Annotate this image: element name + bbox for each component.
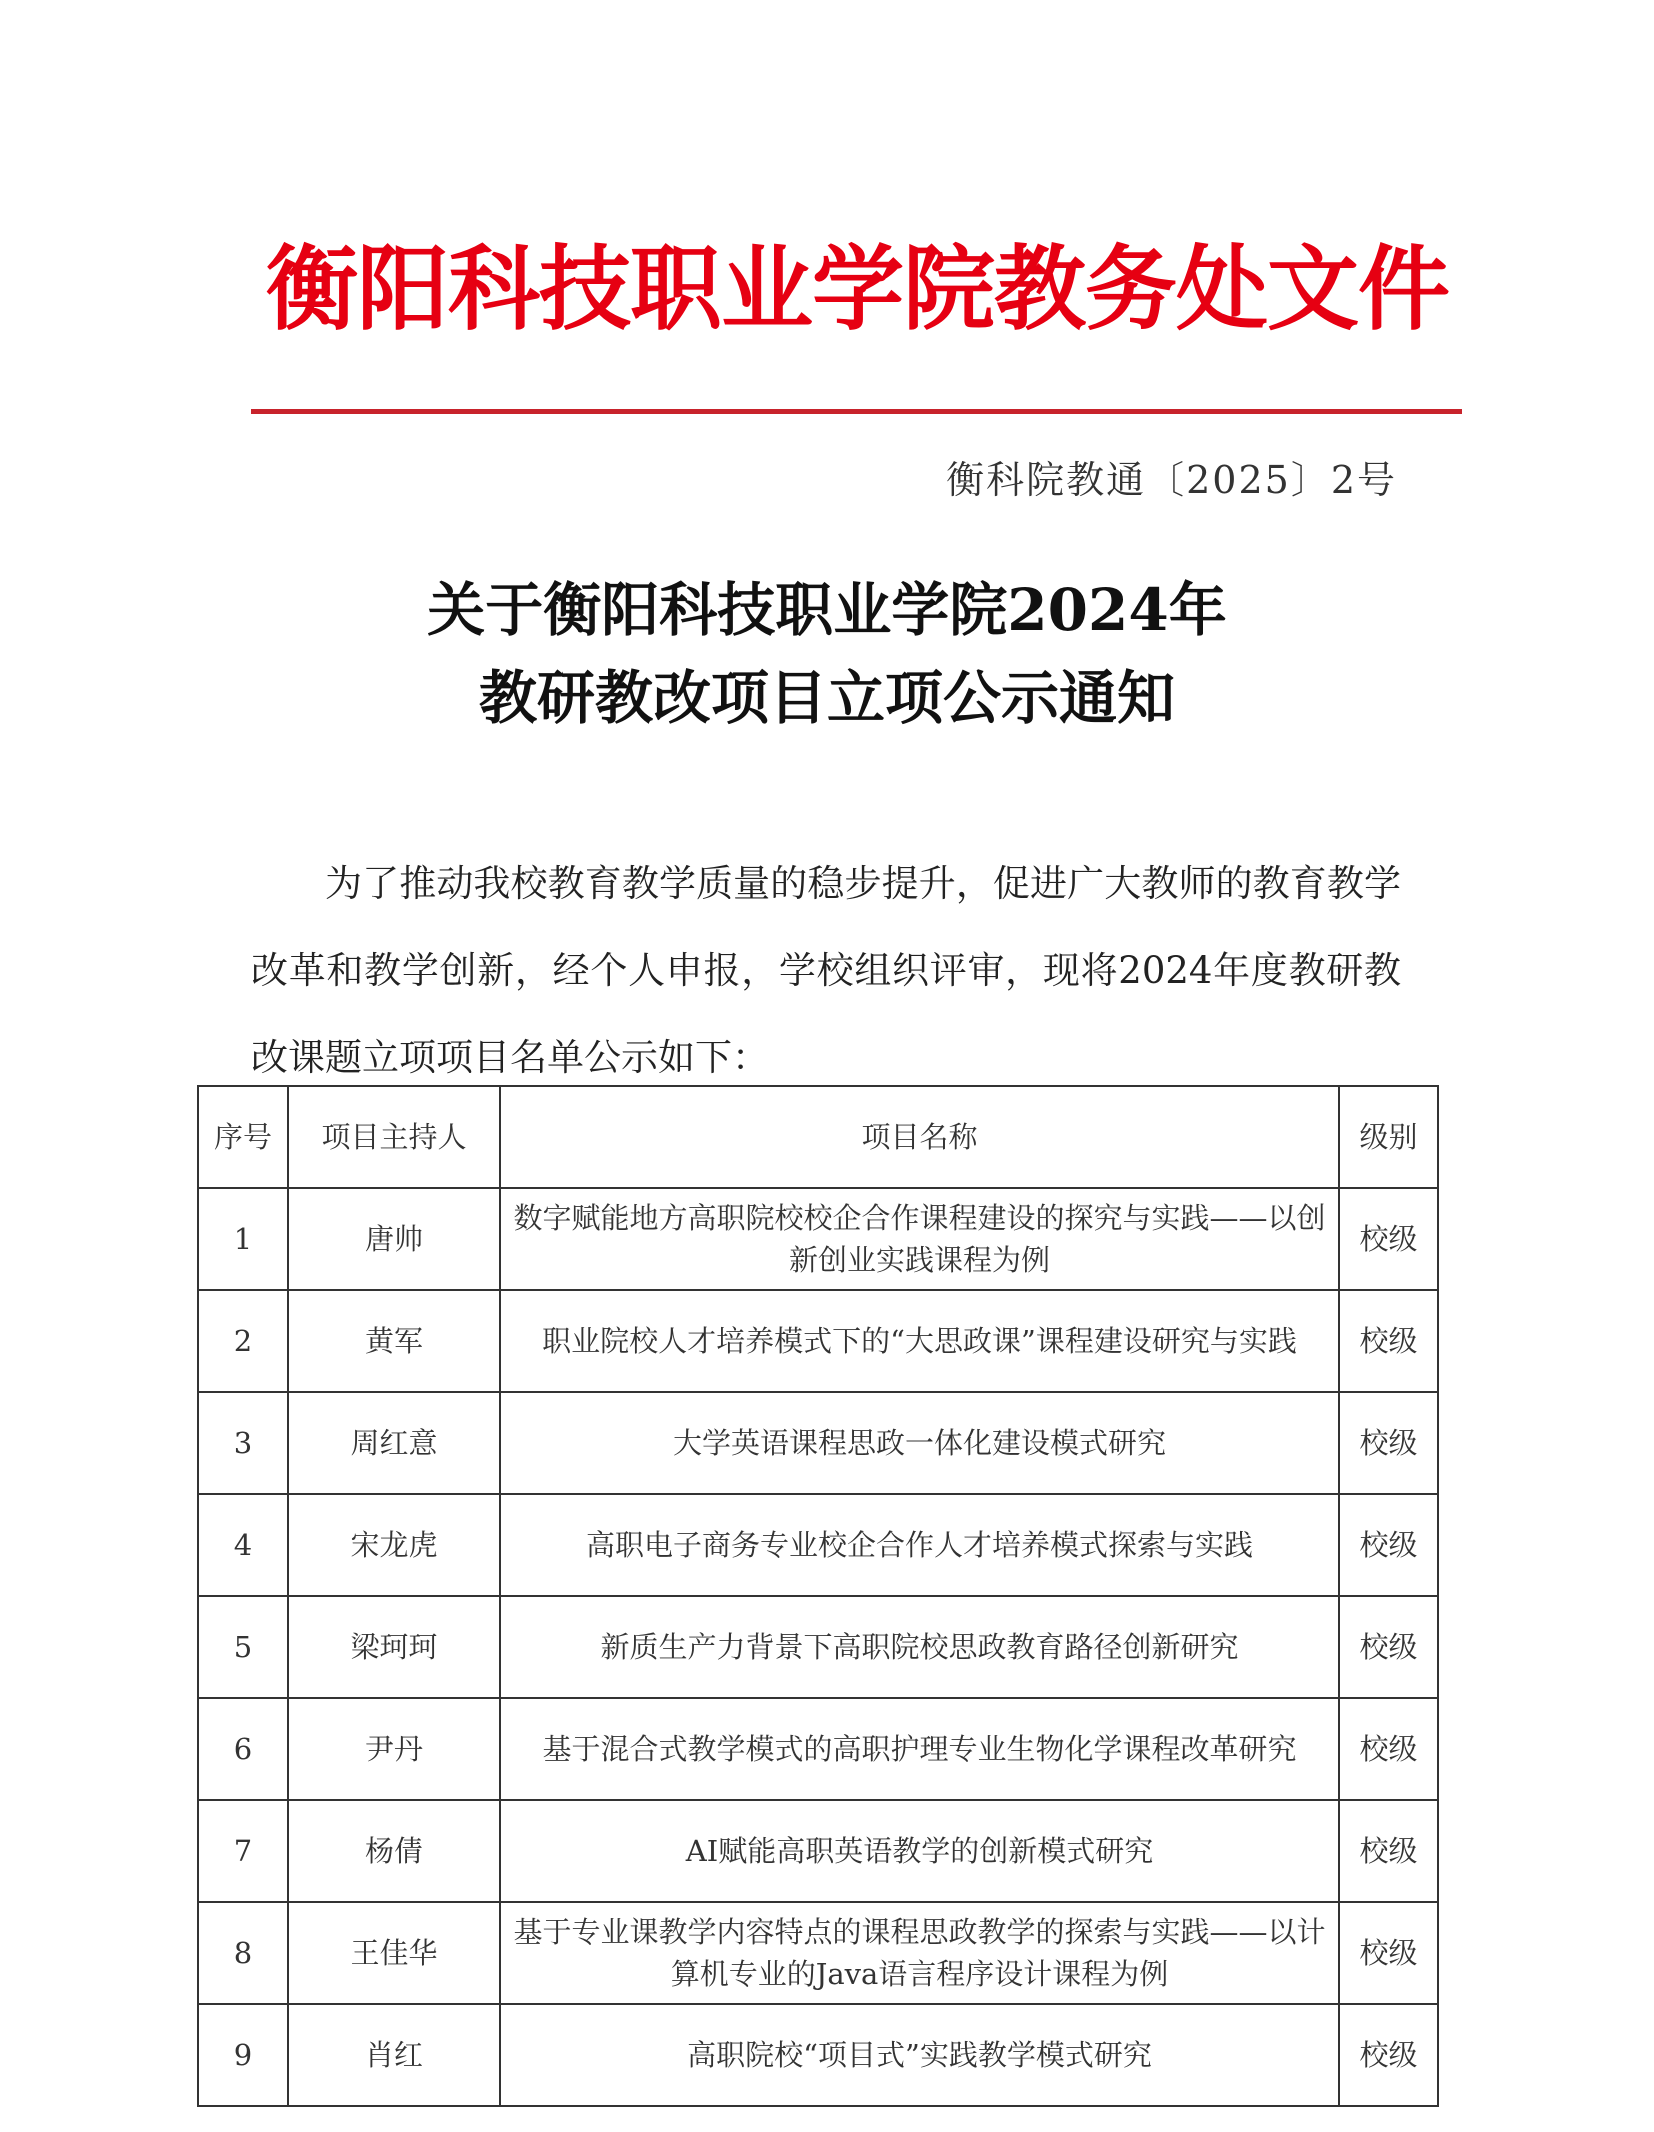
cell-level: 校级 [1339, 1698, 1438, 1800]
cell-leader: 杨倩 [288, 1800, 500, 1902]
issuer-title: 衡阳科技职业学院教务处文件 [265, 236, 1449, 343]
header-leader: 项目主持人 [288, 1086, 500, 1188]
cell-leader: 尹丹 [288, 1698, 500, 1800]
table-row [198, 1698, 1438, 1800]
document-number: 衡科院教通〔2025〕2号 [946, 458, 1397, 502]
red-divider [251, 409, 1462, 414]
table-row [198, 1596, 1438, 1698]
table-row [198, 1800, 1438, 1902]
cell-project-name: 职业院校人才培养模式下的“大思政课”课程建设研究与实践 [500, 1290, 1339, 1392]
cell-no: 7 [198, 1800, 288, 1902]
cell-no: 9 [198, 2004, 288, 2106]
cell-no: 5 [198, 1596, 288, 1698]
cell-level: 校级 [1339, 1392, 1438, 1494]
header-level: 级别 [1339, 1086, 1438, 1188]
cell-level: 校级 [1339, 1290, 1438, 1392]
cell-no: 1 [198, 1188, 288, 1290]
project-table [197, 1085, 1439, 2107]
table-row [198, 1188, 1438, 1290]
cell-project-name: 基于专业课教学内容特点的课程思政教学的探索与实践——以计算机专业的Java语言程序设计课程为例 [500, 1902, 1339, 2004]
header-project-name: 项目名称 [500, 1086, 1339, 1188]
cell-level: 校级 [1339, 2004, 1438, 2106]
cell-leader: 唐帅 [288, 1188, 500, 1290]
table-row [198, 1494, 1438, 1596]
cell-project-name: 新质生产力背景下高职院校思政教育路径创新研究 [500, 1596, 1339, 1698]
cell-level: 校级 [1339, 1494, 1438, 1596]
cell-leader: 黄军 [288, 1290, 500, 1392]
cell-project-name: 高职电子商务专业校企合作人才培养模式探索与实践 [500, 1494, 1339, 1596]
table-row [198, 1902, 1438, 2004]
cell-level: 校级 [1339, 1188, 1438, 1290]
cell-project-name: 大学英语课程思政一体化建设模式研究 [500, 1392, 1339, 1494]
cell-no: 3 [198, 1392, 288, 1494]
cell-leader: 梁珂珂 [288, 1596, 500, 1698]
cell-level: 校级 [1339, 1596, 1438, 1698]
cell-no: 2 [198, 1290, 288, 1392]
notice-title-line2: 教研教改项目立项公示通知 [478, 664, 1175, 732]
cell-project-name: 基于混合式教学模式的高职护理专业生物化学课程改革研究 [500, 1698, 1339, 1800]
cell-project-name: 数字赋能地方高职院校校企合作课程建设的探究与实践——以创新创业实践课程为例 [500, 1188, 1339, 1290]
cell-leader: 周红意 [288, 1392, 500, 1494]
cell-project-name: 高职院校“项目式”实践教学模式研究 [500, 2004, 1339, 2106]
table-row [198, 1392, 1438, 1494]
cell-project-name: AI赋能高职英语教学的创新模式研究 [500, 1800, 1339, 1902]
header-no: 序号 [198, 1086, 288, 1188]
cell-no: 4 [198, 1494, 288, 1596]
cell-leader: 肖红 [288, 2004, 500, 2106]
cell-leader: 宋龙虎 [288, 1494, 500, 1596]
table-row [198, 2004, 1438, 2106]
cell-level: 校级 [1339, 1800, 1438, 1902]
cell-leader: 王佳华 [288, 1902, 500, 2004]
table-header-row [198, 1086, 1438, 1188]
intro-paragraph: 为了推动我校教育教学质量的稳步提升，促进广大教师的教育教学改革和教学创新，经个人申报，学校组织评审，现将2024年度教研教改课题立项项目名单公示如下： [251, 862, 1401, 1079]
cell-level: 校级 [1339, 1902, 1438, 2004]
table-row [198, 1290, 1438, 1392]
notice-title-line1: 关于衡阳科技职业学院2024年 [427, 576, 1227, 644]
cell-no: 6 [198, 1698, 288, 1800]
cell-no: 8 [198, 1902, 288, 2004]
